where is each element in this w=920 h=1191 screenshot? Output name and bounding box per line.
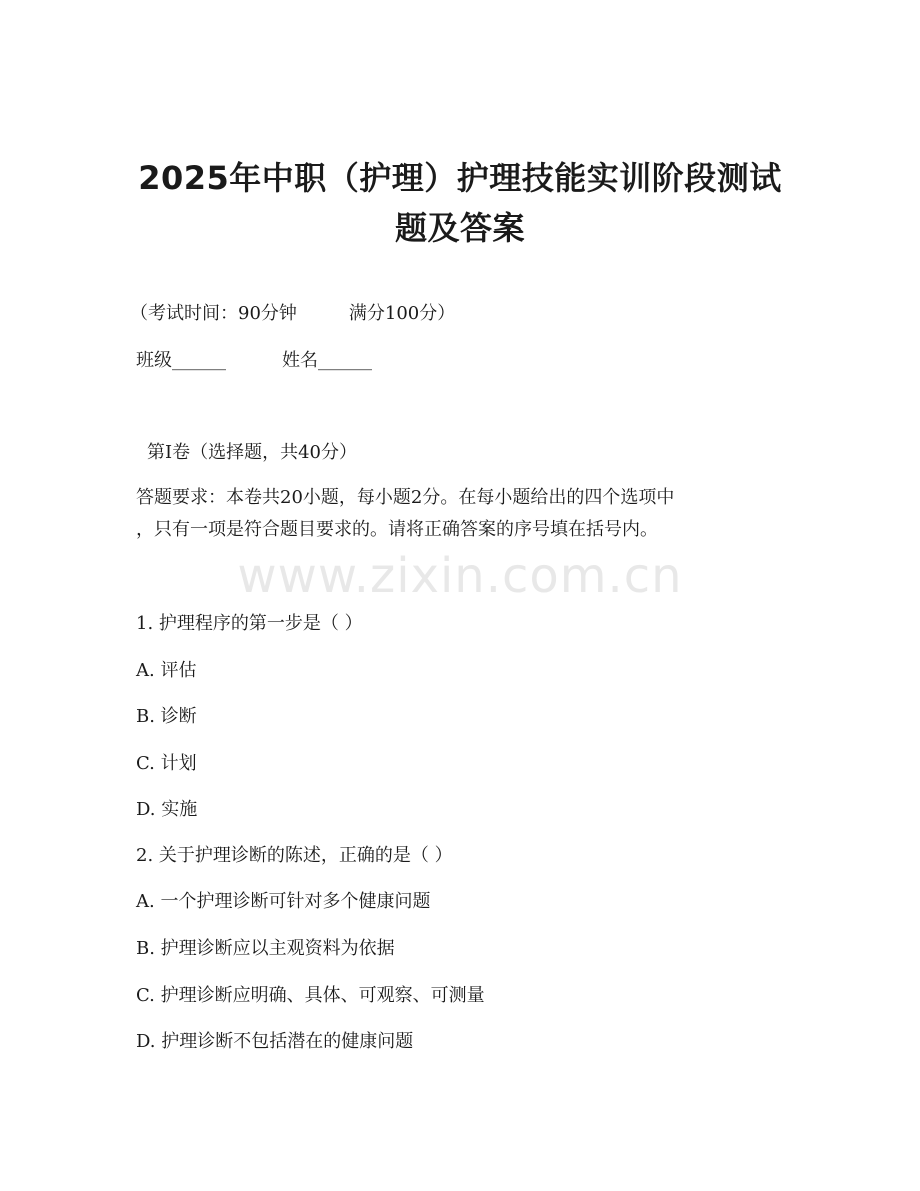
question-2-option-c: C. 护理诊断应明确、具体、可观察、可测量 (136, 985, 485, 1006)
instructions-line-1: 答题要求：本卷共20小题，每小题2分。在每小题给出的四个选项中 (136, 487, 675, 508)
document-title-line-1: 2025年中职（护理）护理技能实训阶段测试 (138, 159, 782, 197)
question-1-option-d: D. 实施 (136, 799, 198, 820)
question-2-option-d: D. 护理诊断不包括潜在的健康问题 (136, 1031, 414, 1052)
name-field: 姓名______ (282, 350, 372, 371)
question-2-option-a: A. 一个护理诊断可针对多个健康问题 (136, 891, 431, 912)
exam-score: 满分100分） (348, 303, 456, 324)
exam-info (130, 302, 455, 326)
class-field: 班级______ (136, 350, 226, 371)
question-1-option-a: A. 评估 (136, 660, 197, 681)
document-title-line-2: 题及答案 (394, 209, 525, 247)
section-title: 第I卷（选择题，共40分） (147, 442, 358, 463)
question-2-stem: 2. 关于护理诊断的陈述，正确的是（ ） (136, 845, 453, 866)
exam-time: （考试时间：90分钟 (130, 303, 297, 324)
question-1-stem: 1. 护理程序的第一步是（ ） (136, 613, 363, 634)
question-2-option-b: B. 护理诊断应以主观资料为依据 (136, 938, 395, 959)
question-1-option-c: C. 计划 (136, 753, 197, 774)
student-info (136, 349, 372, 373)
question-1-option-b: B. 诊断 (136, 706, 197, 727)
instructions-line-2: ，只有一项是符合题目要求的。请将正确答案的序号填在括号内。 (136, 519, 658, 540)
watermark: www.zixin.com.cn (237, 548, 683, 604)
